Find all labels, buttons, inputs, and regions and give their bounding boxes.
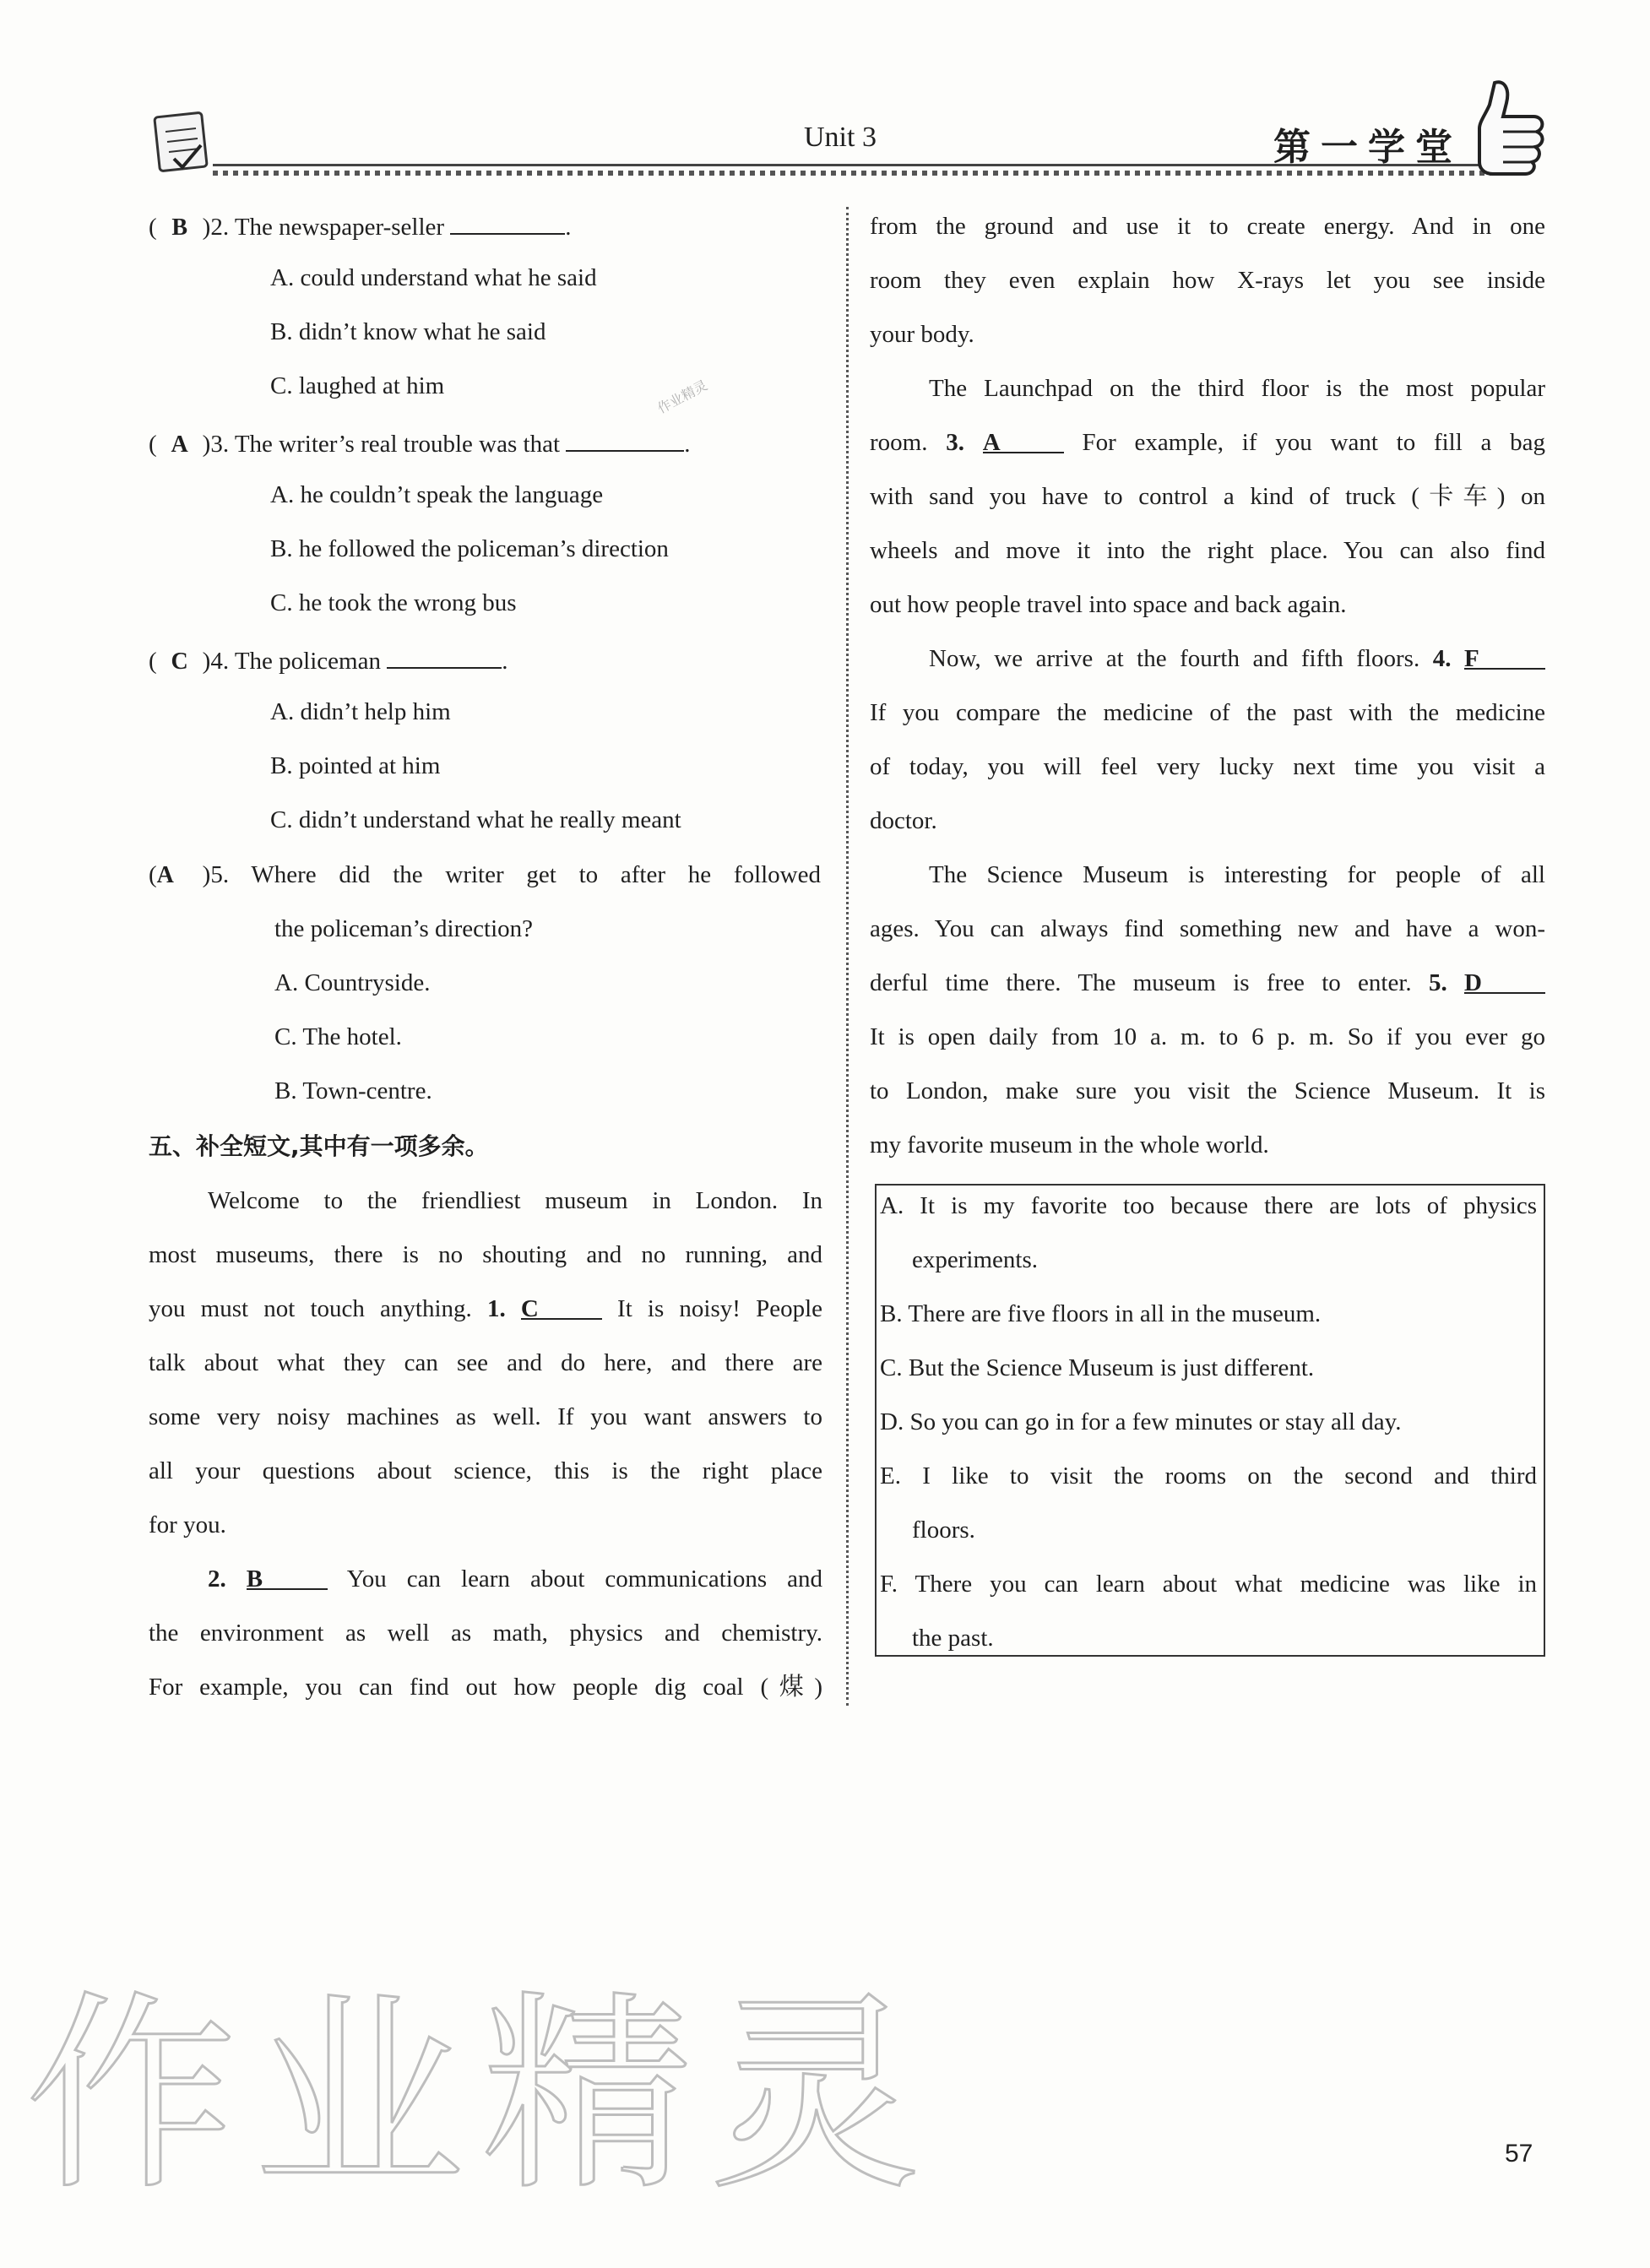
question-3: ( A )3. The writer’s real trouble was that . — [149, 425, 691, 461]
blank-5: D — [1464, 967, 1545, 994]
brand-title: 第一学堂 — [1273, 126, 1463, 169]
passage-line: For example, you can find out how people dig coal (煤) — [149, 1674, 822, 1701]
option-b: B. he followed the policeman’s direction — [270, 535, 669, 562]
passage-line: 2. B You can learn about communications and — [208, 1563, 822, 1595]
question-5: (A )5. Where did the writer get to after he followed — [149, 859, 821, 892]
section-heading: 五、补全短文,其中有一项多余。 — [149, 1132, 489, 1160]
option-a-line: A. It is my favorite too because there are lots of physics — [880, 1192, 1537, 1219]
option-c: C. laughed at him — [270, 372, 445, 399]
option-d-line: D. So you can go in for a few minutes or stay all day. — [880, 1408, 1402, 1435]
watermark-logo: 作业精灵 — [25, 1972, 937, 2218]
option-b-line: B. There are five floors in all in the museum. — [880, 1300, 1322, 1327]
stamp-logo: 作业精灵 — [654, 377, 710, 417]
passage-line: most museums, there is no shouting and no running, and — [149, 1241, 822, 1268]
option-a: A. could understand what he said — [270, 264, 597, 291]
page-number: 57 — [1505, 2140, 1533, 2168]
answer: A — [156, 862, 174, 888]
option-f-cont: the past. — [912, 1625, 994, 1652]
passage-line: the environment as well as math, physics and chemistry. — [149, 1620, 822, 1647]
passage-line: my favorite museum in the whole world. — [870, 1131, 1269, 1158]
passage-line: your body. — [870, 321, 974, 348]
option-c-line: C. But the Science Museum is just different. — [880, 1354, 1315, 1381]
passage-line: derful time there. The museum is free to enter. 5. D — [870, 967, 1545, 999]
option-e-cont: floors. — [912, 1517, 975, 1544]
header-dashed-rule — [213, 171, 1530, 176]
option-e-line: E. I like to visit the rooms on the second and third — [880, 1462, 1537, 1489]
column-divider — [846, 207, 849, 1706]
passage-line: wheels and move it into the right place. You can also find — [870, 537, 1545, 564]
passage-line: room they even explain how X-rays let you see inside — [870, 267, 1545, 294]
passage-line: Welcome to the friendliest museum in London. In — [208, 1187, 822, 1214]
passage-line: all your questions about science, this is the right place — [149, 1457, 822, 1484]
passage-line: The Science Museum is interesting for people of all — [929, 861, 1545, 888]
answer: A — [171, 431, 188, 458]
passage-line: for you. — [149, 1511, 226, 1538]
unit-title: Unit 3 — [804, 122, 877, 153]
passage-line: If you compare the medicine of the past with the medicine — [870, 699, 1545, 726]
blank-3: A — [983, 426, 1064, 453]
passage-line: out how people travel into space and back again. — [870, 591, 1347, 618]
passage-line: ages. You can always find something new and have a won- — [870, 915, 1545, 942]
option-f-line: F. There you can learn about what medicine was like in — [880, 1571, 1537, 1598]
blank-1: C — [521, 1293, 602, 1320]
answer: C — [171, 648, 188, 675]
answer: B — [171, 214, 188, 241]
passage-line: from the ground and use it to create energy. And in one — [870, 213, 1545, 240]
blank — [450, 208, 565, 235]
notebook-icon — [149, 108, 214, 176]
option-a: A. didn’t help him — [270, 698, 451, 725]
option-b: B. Town-centre. — [274, 1077, 432, 1104]
option-c: C. The hotel. — [274, 1023, 402, 1050]
passage-line: some very noisy machines as well. If you want answers to — [149, 1403, 822, 1430]
question-2: ( B )2. The newspaper-seller . — [149, 208, 572, 244]
option-a: A. Countryside. — [274, 969, 431, 996]
question-4: ( C )4. The policeman . — [149, 642, 507, 678]
option-a: A. he couldn’t speak the language — [270, 481, 604, 508]
question-5-stem-cont: the policeman’s direction? — [274, 915, 534, 942]
passage-line: room. 3. A For example, if you want to fill a bag — [870, 426, 1545, 458]
thumbs-up-icon — [1461, 74, 1554, 176]
blank-2: B — [247, 1563, 328, 1590]
passage-line: talk about what they can see and do here, and there are — [149, 1349, 822, 1376]
passage-line: Now, we arrive at the fourth and fifth floors. 4. F — [929, 643, 1545, 675]
option-b: B. didn’t know what he said — [270, 318, 546, 345]
passage-line: The Launchpad on the third floor is the most popular — [929, 375, 1545, 402]
passage-line: you must not touch anything. 1. C It is noisy! People — [149, 1293, 822, 1325]
passage-line: to London, make sure you visit the Science Museum. It is — [870, 1077, 1545, 1104]
option-a-cont: experiments. — [912, 1246, 1038, 1273]
passage-line: It is open daily from 10 a. m. to 6 p. m. So if you ever go — [870, 1023, 1545, 1050]
passage-line: of today, you will feel very lucky next time you visit a — [870, 753, 1545, 780]
option-b: B. pointed at him — [270, 752, 441, 779]
passage-line: with sand you have to control a kind of truck (卡车) on — [870, 483, 1545, 510]
blank — [387, 642, 502, 669]
blank-4: F — [1464, 643, 1545, 670]
option-c: C. he took the wrong bus — [270, 589, 517, 616]
option-c: C. didn’t understand what he really meant — [270, 806, 681, 833]
passage-line: doctor. — [870, 807, 937, 834]
